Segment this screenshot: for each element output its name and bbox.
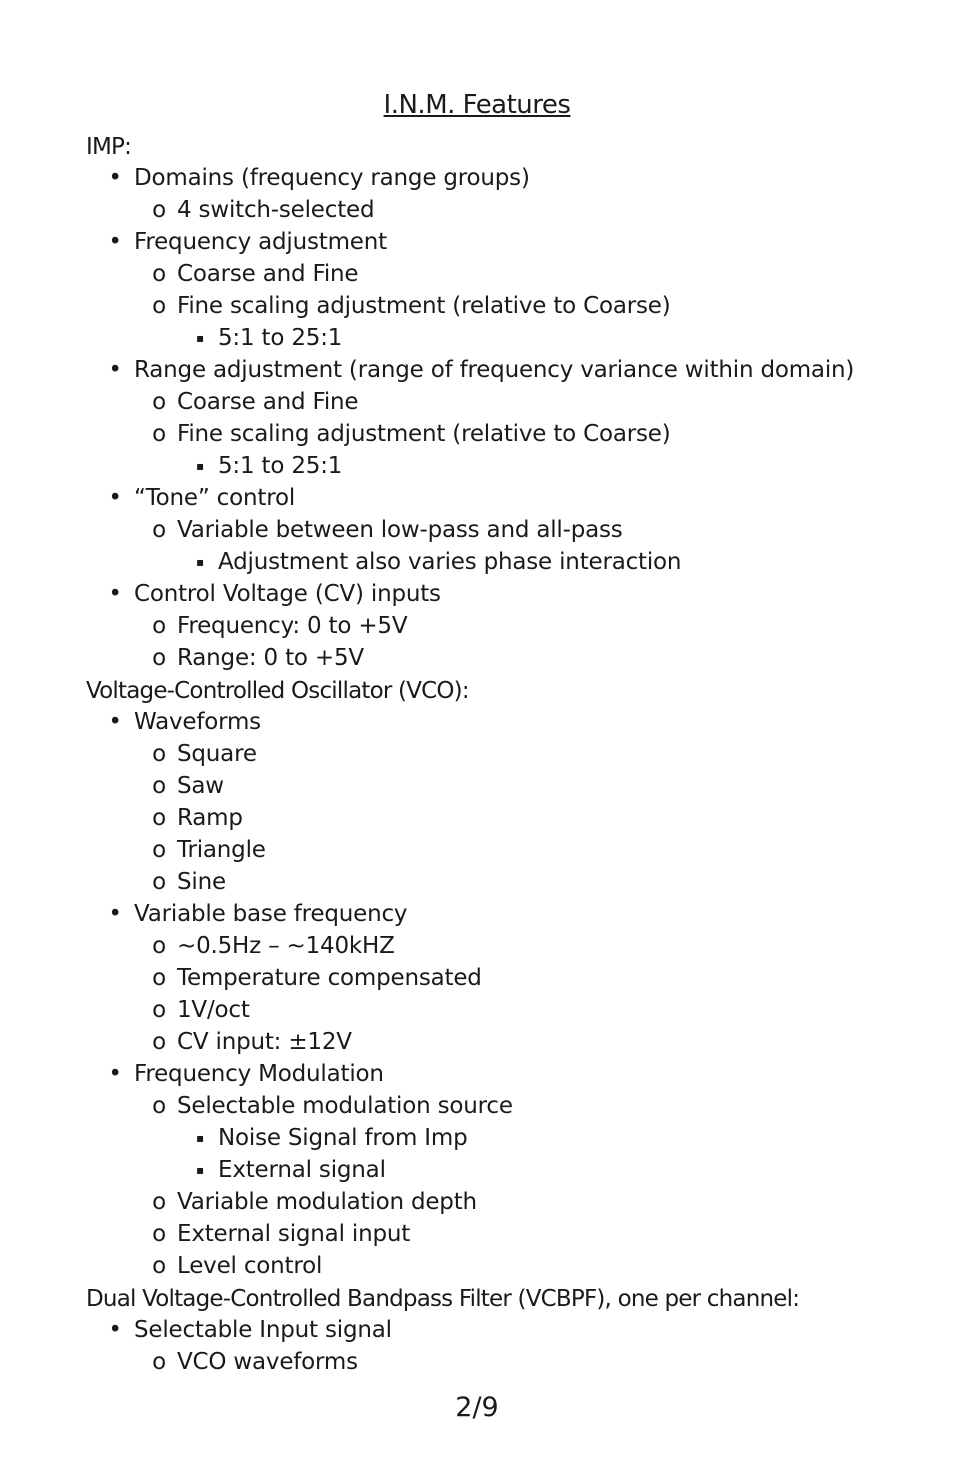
list-item-text: Sine — [177, 869, 226, 895]
circle-bullet-marker: o — [152, 293, 166, 319]
circle-bullet-marker: o — [152, 645, 166, 671]
list-item-text: Level control — [177, 1253, 323, 1279]
page-number: 2/9 — [455, 1392, 499, 1423]
circle-bullet-marker: o — [152, 1221, 166, 1247]
list-item-text: Temperature compensated — [177, 965, 482, 991]
circle-bullet-marker: o — [152, 421, 166, 447]
circle-bullet-marker: o — [152, 1093, 166, 1119]
bullet-marker: • — [108, 1061, 122, 1087]
list-item-text: Selectable modulation source — [177, 1093, 513, 1119]
section-heading: Voltage-Controlled Oscillator (VCO): — [86, 678, 469, 704]
list-item-text: CV input: ±12V — [177, 1029, 352, 1055]
list-item-text: 5:1 to 25:1 — [218, 453, 343, 479]
list-item-text: Coarse and Fine — [177, 261, 359, 287]
list-item-text: 4 switch-selected — [177, 197, 375, 223]
list-item-text: Triangle — [177, 837, 266, 863]
circle-bullet-marker: o — [152, 773, 166, 799]
circle-bullet-marker: o — [152, 389, 166, 415]
list-item-text: ~0.5Hz – ~140kHZ — [177, 933, 395, 959]
list-item-text: VCO waveforms — [177, 1349, 358, 1375]
list-item-text: Control Voltage (CV) inputs — [134, 581, 441, 607]
circle-bullet-marker: o — [152, 997, 166, 1023]
list-item-text: Frequency: 0 to +5V — [177, 613, 408, 639]
circle-bullet-marker: o — [152, 613, 166, 639]
list-item-text: 5:1 to 25:1 — [218, 325, 343, 351]
circle-bullet-marker: o — [152, 837, 166, 863]
list-item-text: Range: 0 to +5V — [177, 645, 364, 671]
list-item-text: Selectable Input signal — [134, 1317, 392, 1343]
list-item-text: Variable base frequency — [134, 901, 408, 927]
circle-bullet-marker: o — [152, 933, 166, 959]
square-bullet-marker: ▪ — [196, 459, 204, 473]
list-item-text: External signal input — [177, 1221, 411, 1247]
bullet-marker: • — [108, 709, 122, 735]
list-item-text: Ramp — [177, 805, 243, 831]
square-bullet-marker: ▪ — [196, 1163, 204, 1177]
list-item-text: “Tone” control — [134, 485, 296, 511]
bullet-marker: • — [108, 229, 122, 255]
bullet-marker: • — [108, 485, 122, 511]
circle-bullet-marker: o — [152, 869, 166, 895]
bullet-marker: • — [108, 901, 122, 927]
list-item-text: Saw — [177, 773, 224, 799]
list-item-text: Frequency adjustment — [134, 229, 387, 255]
list-item-text: Waveforms — [134, 709, 261, 735]
bullet-marker: • — [108, 1317, 122, 1343]
list-item-text: Noise Signal from Imp — [218, 1125, 468, 1151]
circle-bullet-marker: o — [152, 1189, 166, 1215]
circle-bullet-marker: o — [152, 1253, 166, 1279]
circle-bullet-marker: o — [152, 517, 166, 543]
list-item-text: Square — [177, 741, 257, 767]
list-item-text: 1V/oct — [177, 997, 250, 1023]
circle-bullet-marker: o — [152, 261, 166, 287]
list-item-text: Variable modulation depth — [177, 1189, 477, 1215]
list-item-text: Variable between low-pass and all-pass — [177, 517, 623, 543]
page-title: I.N.M. Features — [383, 90, 571, 120]
list-item-text: Fine scaling adjustment (relative to Coarse) — [177, 293, 671, 319]
bullet-marker: • — [108, 165, 122, 191]
circle-bullet-marker: o — [152, 197, 166, 223]
circle-bullet-marker: o — [152, 1349, 166, 1375]
square-bullet-marker: ▪ — [196, 1131, 204, 1145]
bullet-marker: • — [108, 357, 122, 383]
square-bullet-marker: ▪ — [196, 331, 204, 345]
circle-bullet-marker: o — [152, 741, 166, 767]
square-bullet-marker: ▪ — [196, 555, 204, 569]
circle-bullet-marker: o — [152, 1029, 166, 1055]
list-item-text: Coarse and Fine — [177, 389, 359, 415]
circle-bullet-marker: o — [152, 965, 166, 991]
list-item-text: Frequency Modulation — [134, 1061, 384, 1087]
list-item-text: Range adjustment (range of frequency variance within domain) — [134, 357, 855, 383]
list-item-text: Domains (frequency range groups) — [134, 165, 530, 191]
list-item-text: External signal — [218, 1157, 386, 1183]
circle-bullet-marker: o — [152, 805, 166, 831]
section-heading: IMP: — [86, 134, 132, 160]
section-heading: Dual Voltage-Controlled Bandpass Filter (VCBPF), one per channel: — [86, 1286, 800, 1312]
list-item-text: Fine scaling adjustment (relative to Coarse) — [177, 421, 671, 447]
list-item-text: Adjustment also varies phase interaction — [218, 549, 682, 575]
bullet-marker: • — [108, 581, 122, 607]
